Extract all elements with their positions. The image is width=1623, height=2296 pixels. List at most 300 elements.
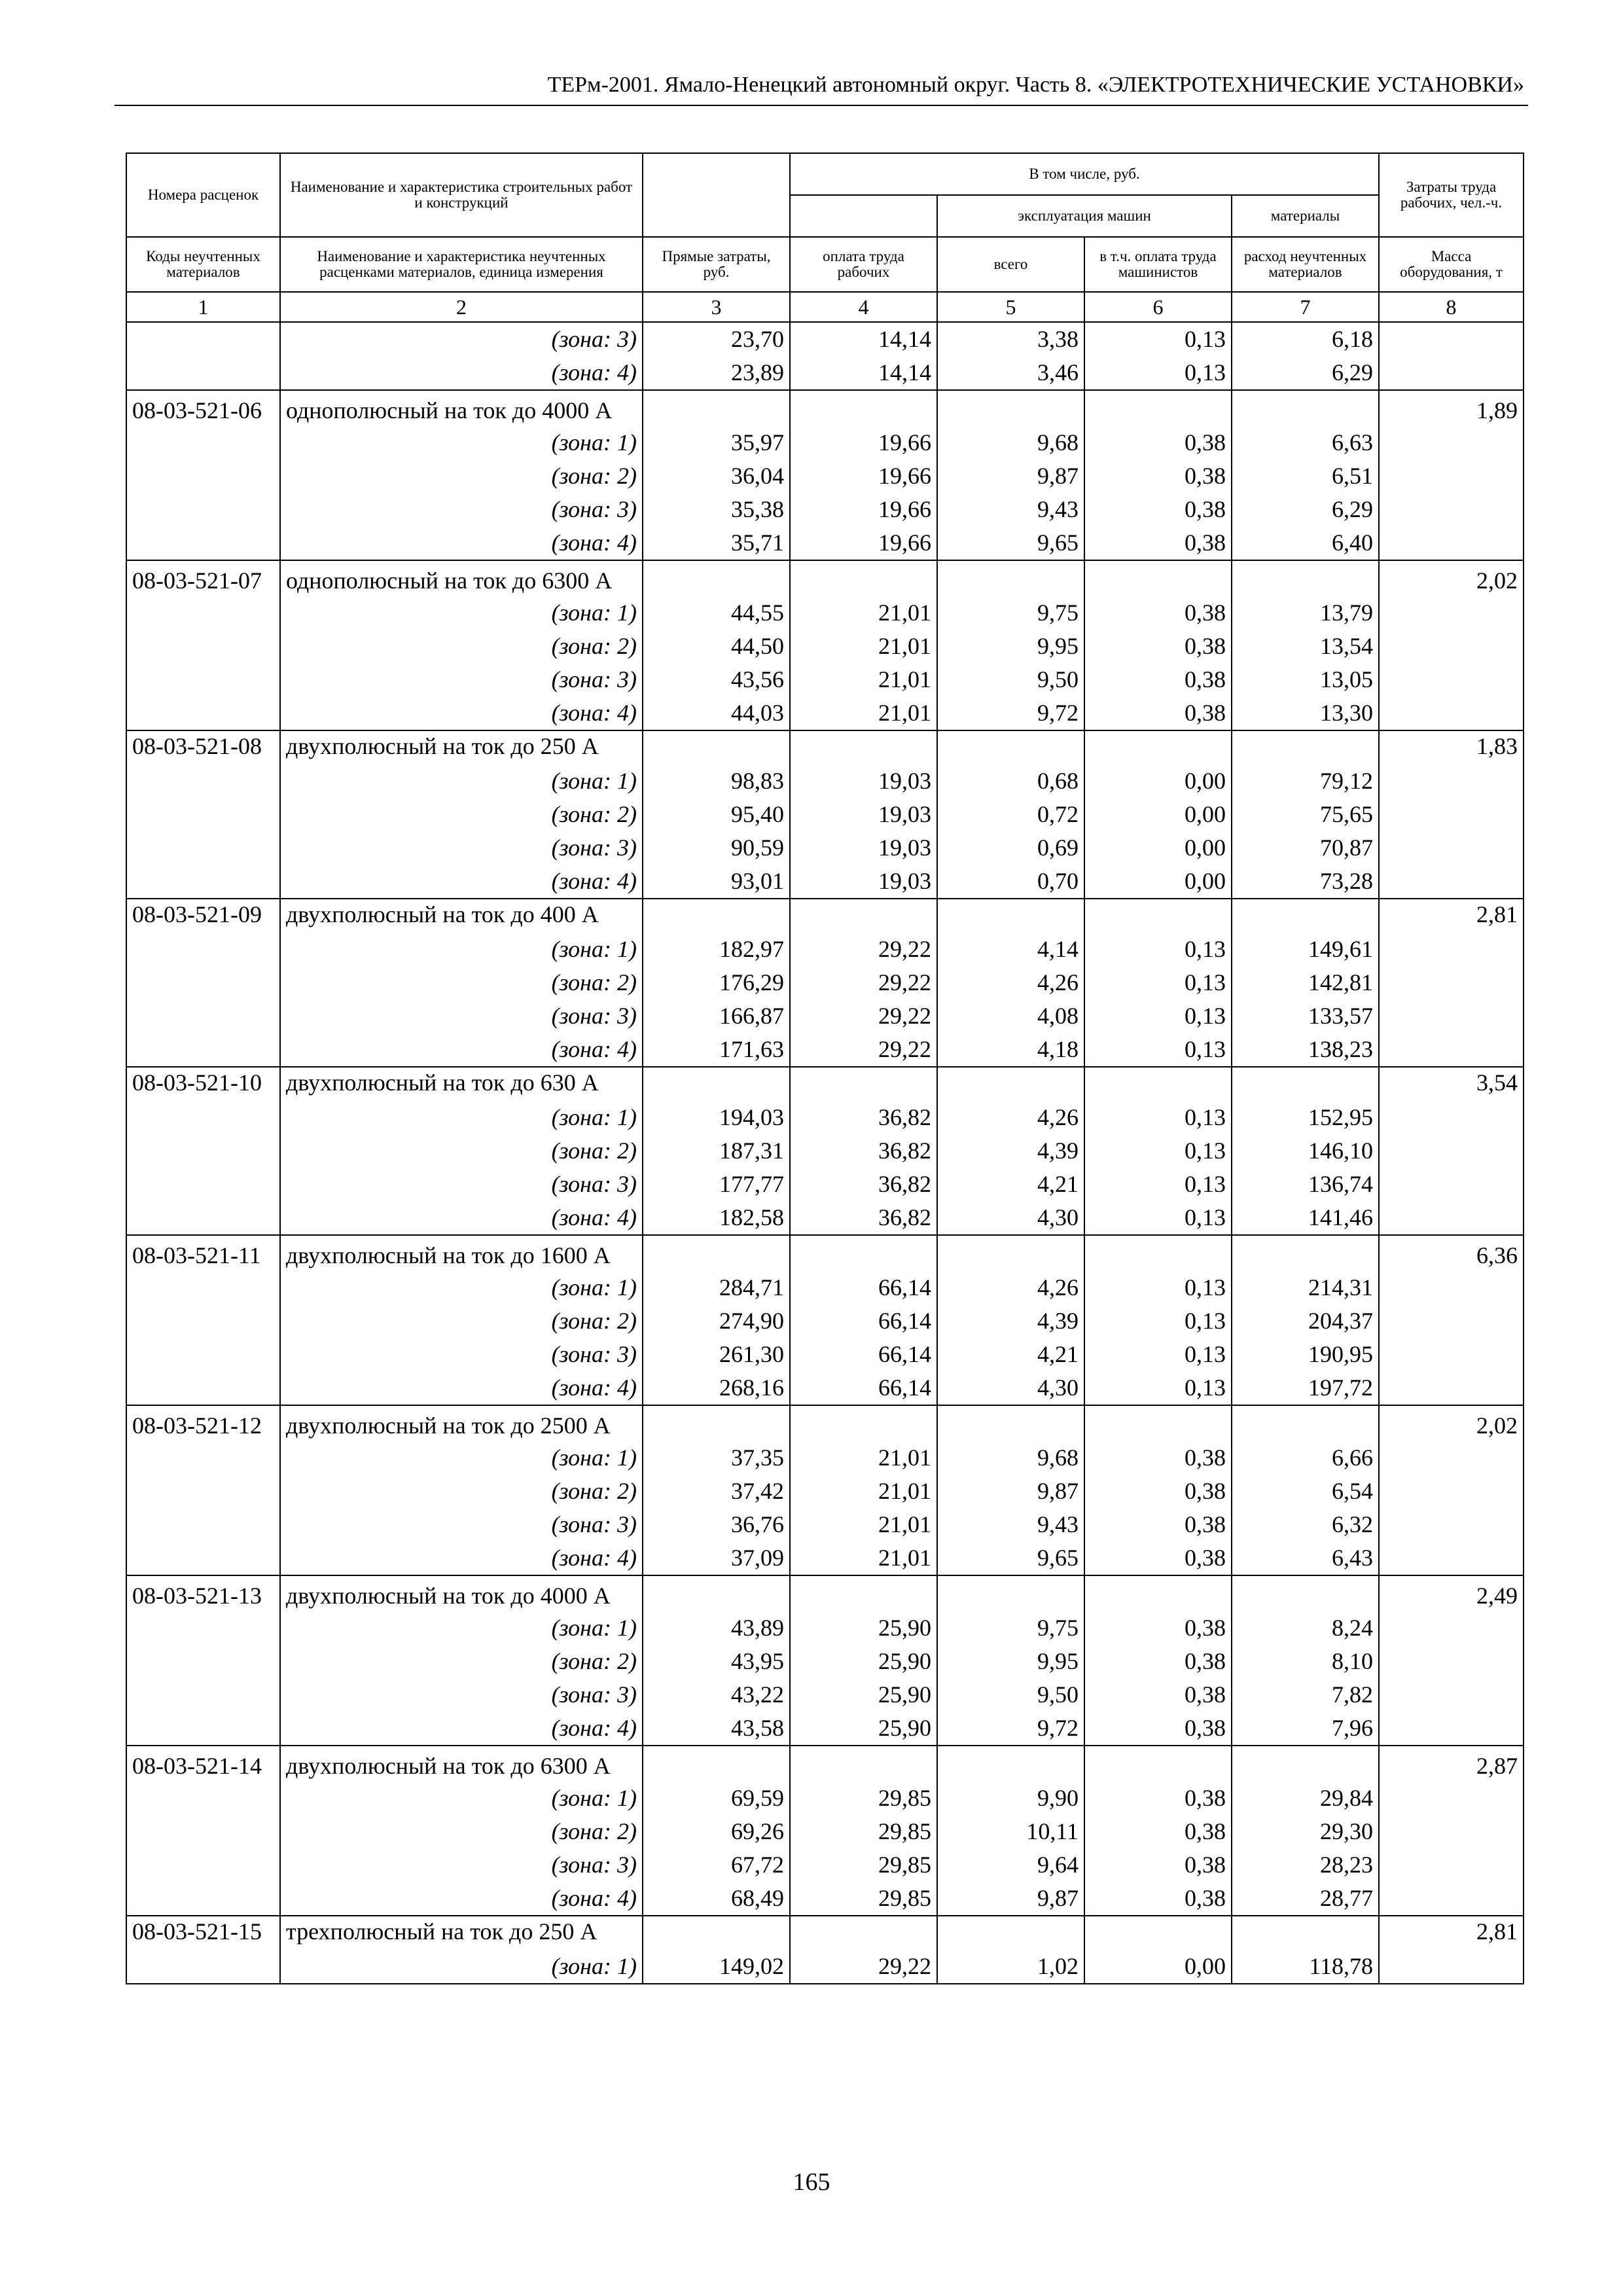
machinists-pay-value: 0,00 xyxy=(1084,831,1232,865)
machinists-pay-value: 0,13 xyxy=(1084,1338,1232,1371)
empty-cell xyxy=(937,1575,1084,1611)
mass-cell xyxy=(1379,1611,1524,1645)
rate-code-cell xyxy=(126,1611,280,1645)
workers-pay-value: 29,22 xyxy=(790,933,937,966)
machines-total-value: 4,21 xyxy=(937,1168,1084,1201)
equipment-mass-value: 2,81 xyxy=(1379,899,1524,933)
rate-code-cell xyxy=(126,798,280,831)
table-row xyxy=(126,426,1524,459)
direct-costs-value: 176,29 xyxy=(643,966,790,999)
equipment-mass-value: 1,83 xyxy=(1379,730,1524,764)
zone-label: (зона: 1) xyxy=(280,1271,643,1304)
mass-cell xyxy=(1379,696,1524,730)
workers-pay-value: 36,82 xyxy=(790,1201,937,1235)
zone-label: (зона: 1) xyxy=(280,1950,643,1984)
table-body xyxy=(126,322,1524,1984)
col-equipment-mass: Масса оборудования, т xyxy=(1379,237,1524,292)
zone-label: (зона: 1) xyxy=(280,933,643,966)
work-name: двухполюсный на ток до 630 А xyxy=(280,1067,643,1101)
col-unaccounted-materials-use: расход неучтенных материалов xyxy=(1232,237,1379,292)
empty-cell xyxy=(1084,1746,1232,1782)
direct-costs-value: 69,26 xyxy=(643,1815,790,1848)
table-row xyxy=(126,1033,1524,1067)
empty-cell xyxy=(643,560,790,596)
materials-value: 13,05 xyxy=(1232,663,1379,696)
empty-cell xyxy=(1232,899,1379,933)
materials-value: 214,31 xyxy=(1232,1271,1379,1304)
mass-cell xyxy=(1379,1271,1524,1304)
equipment-mass-value: 2,49 xyxy=(1379,1575,1524,1611)
machines-total-value: 9,68 xyxy=(937,426,1084,459)
empty-cell xyxy=(937,1405,1084,1441)
table-row xyxy=(126,1611,1524,1645)
machinists-pay-value: 0,38 xyxy=(1084,1645,1232,1678)
col-number: 3 xyxy=(643,292,790,322)
zone-label: (зона: 4) xyxy=(280,696,643,730)
direct-costs-value: 95,40 xyxy=(643,798,790,831)
machinists-pay-value: 0,38 xyxy=(1084,596,1232,630)
materials-value: 13,54 xyxy=(1232,630,1379,663)
direct-costs-value: 43,58 xyxy=(643,1712,790,1746)
empty-cell xyxy=(790,1067,937,1101)
materials-value: 133,57 xyxy=(1232,999,1379,1033)
rate-code-cell xyxy=(126,1134,280,1168)
rate-code-cell xyxy=(126,1882,280,1916)
zone-label: (зона: 3) xyxy=(280,1848,643,1882)
rate-code-cell xyxy=(126,459,280,493)
zone-label: (зона: 1) xyxy=(280,1611,643,1645)
machinists-pay-value: 0,00 xyxy=(1084,798,1232,831)
workers-pay-value: 21,01 xyxy=(790,630,937,663)
col-unaccounted-codes: Коды неучтенных материалов xyxy=(126,237,280,292)
direct-costs-value: 187,31 xyxy=(643,1134,790,1168)
table-group-header xyxy=(126,730,1524,764)
rate-code-cell xyxy=(126,1033,280,1067)
zone-label: (зона: 1) xyxy=(280,426,643,459)
rate-code: 08-03-521-10 xyxy=(126,1067,280,1101)
materials-value: 6,32 xyxy=(1232,1508,1379,1541)
rate-code-cell xyxy=(126,999,280,1033)
materials-value: 204,37 xyxy=(1232,1304,1379,1338)
rate-code-cell xyxy=(126,933,280,966)
machinists-pay-value: 0,38 xyxy=(1084,1678,1232,1712)
page-header xyxy=(115,71,1528,106)
work-name: трехполюсный на ток до 250 А xyxy=(280,1916,643,1950)
materials-value: 6,43 xyxy=(1232,1541,1379,1575)
table-row xyxy=(126,1168,1524,1201)
zone-label: (зона: 2) xyxy=(280,966,643,999)
rate-code-cell xyxy=(126,696,280,730)
machines-total-value: 9,75 xyxy=(937,596,1084,630)
mass-cell xyxy=(1379,831,1524,865)
workers-pay-value: 29,22 xyxy=(790,1950,937,1984)
empty-cell xyxy=(937,899,1084,933)
table-row xyxy=(126,459,1524,493)
empty-cell xyxy=(1232,1746,1379,1782)
mass-cell xyxy=(1379,1848,1524,1882)
machines-total-value: 4,39 xyxy=(937,1304,1084,1338)
materials-value: 138,23 xyxy=(1232,1033,1379,1067)
col-number: 1 xyxy=(126,292,280,322)
mass-cell xyxy=(1379,798,1524,831)
workers-pay-value: 19,66 xyxy=(790,426,937,459)
direct-costs-value: 98,83 xyxy=(643,764,790,798)
table-row xyxy=(126,526,1524,560)
workers-pay-value: 21,01 xyxy=(790,1508,937,1541)
mass-cell xyxy=(1379,1304,1524,1338)
machinists-pay-value: 0,13 xyxy=(1084,933,1232,966)
empty-cell xyxy=(790,1235,937,1271)
table-row xyxy=(126,1338,1524,1371)
machinists-pay-value: 0,38 xyxy=(1084,1611,1232,1645)
machines-total-value: 9,72 xyxy=(937,696,1084,730)
direct-costs-value: 43,89 xyxy=(643,1611,790,1645)
empty-cell xyxy=(937,560,1084,596)
zone-label: (зона: 3) xyxy=(280,1338,643,1371)
empty-cell xyxy=(643,1746,790,1782)
rate-code-cell xyxy=(126,764,280,798)
col-machines-total: всего xyxy=(937,237,1084,292)
empty-cell xyxy=(643,730,790,764)
direct-costs-value: 37,09 xyxy=(643,1541,790,1575)
workers-pay-value: 29,22 xyxy=(790,999,937,1033)
table-row xyxy=(126,1475,1524,1508)
direct-costs-value: 149,02 xyxy=(643,1950,790,1984)
table-group-header xyxy=(126,1405,1524,1441)
materials-value: 152,95 xyxy=(1232,1101,1379,1134)
col-work-name: Наименование и характеристика строительных работ и конструкций xyxy=(280,153,643,237)
rate-code: 08-03-521-11 xyxy=(126,1235,280,1271)
col-number: 2 xyxy=(280,292,643,322)
workers-pay-value: 29,85 xyxy=(790,1882,937,1916)
direct-costs-value: 90,59 xyxy=(643,831,790,865)
materials-value: 6,29 xyxy=(1232,493,1379,526)
work-name: двухполюсный на ток до 6300 А xyxy=(280,1746,643,1782)
mass-cell xyxy=(1379,1475,1524,1508)
workers-pay-value: 66,14 xyxy=(790,1371,937,1405)
col-number: 8 xyxy=(1379,292,1524,322)
materials-value: 6,54 xyxy=(1232,1475,1379,1508)
rate-code-cell xyxy=(126,1541,280,1575)
col-number: 5 xyxy=(937,292,1084,322)
machinists-pay-value: 0,38 xyxy=(1084,526,1232,560)
machinists-pay-value: 0,38 xyxy=(1084,696,1232,730)
empty-cell xyxy=(790,1575,937,1611)
empty-cell xyxy=(790,560,937,596)
machinists-pay-value: 0,13 xyxy=(1084,966,1232,999)
table-row xyxy=(126,1101,1524,1134)
table-group-header xyxy=(126,899,1524,933)
rate-code-cell xyxy=(126,1950,280,1984)
table-row xyxy=(126,1441,1524,1475)
table-group-header xyxy=(126,1575,1524,1611)
machines-total-value: 9,95 xyxy=(937,1645,1084,1678)
table-row xyxy=(126,1508,1524,1541)
rate-code: 08-03-521-12 xyxy=(126,1405,280,1441)
workers-pay-value: 19,03 xyxy=(790,764,937,798)
machines-total-value: 9,75 xyxy=(937,1611,1084,1645)
machinists-pay-value: 0,38 xyxy=(1084,426,1232,459)
col-including: В том числе, руб. xyxy=(790,153,1379,195)
workers-pay-value: 19,66 xyxy=(790,493,937,526)
table-row xyxy=(126,798,1524,831)
mass-cell xyxy=(1379,966,1524,999)
direct-costs-value: 261,30 xyxy=(643,1338,790,1371)
workers-pay-value: 21,01 xyxy=(790,696,937,730)
workers-pay-value: 21,01 xyxy=(790,596,937,630)
mass-cell xyxy=(1379,1712,1524,1746)
table-row xyxy=(126,999,1524,1033)
table-row xyxy=(126,966,1524,999)
empty-cell xyxy=(1232,730,1379,764)
table-row xyxy=(126,596,1524,630)
machinists-pay-value: 0,38 xyxy=(1084,1848,1232,1882)
empty-cell xyxy=(937,390,1084,426)
workers-pay-value: 19,66 xyxy=(790,526,937,560)
workers-pay-value: 21,01 xyxy=(790,1541,937,1575)
direct-costs-value: 44,50 xyxy=(643,630,790,663)
mass-cell xyxy=(1379,1815,1524,1848)
col-labor-costs: Затраты труда рабочих, чел.-ч. xyxy=(1379,153,1524,237)
col-unaccounted-names: Наименование и характеристика неучтенных расценками материалов, единица измерения xyxy=(280,237,643,292)
table-row xyxy=(126,322,1524,356)
machinists-pay-value: 0,13 xyxy=(1084,1134,1232,1168)
direct-costs-value: 166,87 xyxy=(643,999,790,1033)
machines-total-value: 4,30 xyxy=(937,1201,1084,1235)
materials-value: 75,65 xyxy=(1232,798,1379,831)
table-row xyxy=(126,1134,1524,1168)
workers-pay-value: 29,85 xyxy=(790,1815,937,1848)
machinists-pay-value: 0,13 xyxy=(1084,1201,1232,1235)
workers-pay-value: 36,82 xyxy=(790,1168,937,1201)
mass-cell xyxy=(1379,663,1524,696)
direct-costs-value: 35,97 xyxy=(643,426,790,459)
rate-code-cell xyxy=(126,630,280,663)
rate-code: 08-03-521-08 xyxy=(126,730,280,764)
table-row xyxy=(126,696,1524,730)
materials-value: 73,28 xyxy=(1232,865,1379,899)
rate-code-cell xyxy=(126,966,280,999)
zone-label: (зона: 4) xyxy=(280,865,643,899)
table-row xyxy=(126,831,1524,865)
empty-cell xyxy=(1232,1235,1379,1271)
zone-label: (зона: 3) xyxy=(280,1678,643,1712)
machinists-pay-value: 0,13 xyxy=(1084,1033,1232,1067)
workers-pay-value: 36,82 xyxy=(790,1101,937,1134)
empty-cell xyxy=(1084,1067,1232,1101)
empty-cell xyxy=(937,1916,1084,1950)
machines-total-value: 9,43 xyxy=(937,1508,1084,1541)
empty-cell xyxy=(790,390,937,426)
materials-value: 6,66 xyxy=(1232,1441,1379,1475)
machines-total-value: 4,21 xyxy=(937,1338,1084,1371)
table-row xyxy=(126,356,1524,390)
machines-total-value: 1,02 xyxy=(937,1950,1084,1984)
rate-code-cell xyxy=(126,493,280,526)
mass-cell xyxy=(1379,1541,1524,1575)
zone-label: (зона: 1) xyxy=(280,764,643,798)
work-name: двухполюсный на ток до 4000 А xyxy=(280,1575,643,1611)
materials-value: 6,51 xyxy=(1232,459,1379,493)
table-row xyxy=(126,865,1524,899)
rate-code-cell xyxy=(126,1508,280,1541)
table-row xyxy=(126,1201,1524,1235)
direct-costs-value: 43,56 xyxy=(643,663,790,696)
machines-total-value: 9,65 xyxy=(937,1541,1084,1575)
table-row xyxy=(126,1712,1524,1746)
rate-code-cell xyxy=(126,526,280,560)
machinists-pay-value: 0,38 xyxy=(1084,1508,1232,1541)
machinists-pay-value: 0,13 xyxy=(1084,999,1232,1033)
mass-cell xyxy=(1379,1201,1524,1235)
materials-value: 142,81 xyxy=(1232,966,1379,999)
rates-table xyxy=(126,152,1524,1984)
rate-code-cell xyxy=(126,1848,280,1882)
workers-pay-value: 21,01 xyxy=(790,1441,937,1475)
machines-total-value: 9,68 xyxy=(937,1441,1084,1475)
materials-value: 6,40 xyxy=(1232,526,1379,560)
table-row xyxy=(126,933,1524,966)
zone-label: (зона: 4) xyxy=(280,1712,643,1746)
table-group-header xyxy=(126,560,1524,596)
materials-value: 141,46 xyxy=(1232,1201,1379,1235)
direct-costs-value: 43,22 xyxy=(643,1678,790,1712)
zone-label: (зона: 2) xyxy=(280,1815,643,1848)
empty-cell xyxy=(1084,899,1232,933)
empty-cell xyxy=(790,730,937,764)
equipment-mass-value: 6,36 xyxy=(1379,1235,1524,1271)
materials-value: 190,95 xyxy=(1232,1338,1379,1371)
machines-total-value: 0,69 xyxy=(937,831,1084,865)
zone-label: (зона: 4) xyxy=(280,1541,643,1575)
direct-costs-value: 35,38 xyxy=(643,493,790,526)
machines-total-value: 9,90 xyxy=(937,1782,1084,1815)
workers-pay-value: 25,90 xyxy=(790,1645,937,1678)
table-row xyxy=(126,1271,1524,1304)
col-machinists-pay: в т.ч. оплата труда машинистов xyxy=(1084,237,1232,292)
materials-value: 6,18 xyxy=(1232,322,1379,356)
empty-cell xyxy=(1232,1575,1379,1611)
mass-cell xyxy=(1379,1678,1524,1712)
machines-total-value: 3,38 xyxy=(937,322,1084,356)
direct-costs-value: 37,35 xyxy=(643,1441,790,1475)
table-group-header xyxy=(126,1067,1524,1101)
materials-value: 13,30 xyxy=(1232,696,1379,730)
zone-label: (зона: 2) xyxy=(280,630,643,663)
workers-pay-value: 36,82 xyxy=(790,1134,937,1168)
empty-cell xyxy=(1232,1916,1379,1950)
col-machines: эксплуатация машин xyxy=(937,195,1232,237)
materials-value: 8,24 xyxy=(1232,1611,1379,1645)
col-direct-costs xyxy=(643,153,790,237)
zone-label: (зона: 1) xyxy=(280,1782,643,1815)
table-row xyxy=(126,764,1524,798)
mass-cell xyxy=(1379,426,1524,459)
mass-cell xyxy=(1379,1134,1524,1168)
rate-code-cell xyxy=(126,831,280,865)
machinists-pay-value: 0,38 xyxy=(1084,1882,1232,1916)
direct-costs-value: 182,58 xyxy=(643,1201,790,1235)
zone-label: (зона: 3) xyxy=(280,322,643,356)
machinists-pay-value: 0,38 xyxy=(1084,459,1232,493)
zone-label: (зона: 3) xyxy=(280,1508,643,1541)
rate-code: 08-03-521-15 xyxy=(126,1916,280,1950)
direct-costs-value: 36,04 xyxy=(643,459,790,493)
empty-cell xyxy=(790,1405,937,1441)
table-row xyxy=(126,630,1524,663)
machinists-pay-value: 0,38 xyxy=(1084,1475,1232,1508)
direct-costs-value: 37,42 xyxy=(643,1475,790,1508)
workers-pay-value: 29,22 xyxy=(790,966,937,999)
workers-pay-value: 29,85 xyxy=(790,1782,937,1815)
equipment-mass-value: 2,02 xyxy=(1379,560,1524,596)
col-materials: материалы xyxy=(1232,195,1379,237)
rate-code-cell xyxy=(126,1271,280,1304)
machines-total-value: 4,26 xyxy=(937,1271,1084,1304)
mass-cell xyxy=(1379,630,1524,663)
zone-label: (зона: 2) xyxy=(280,1304,643,1338)
workers-pay-value: 25,90 xyxy=(790,1678,937,1712)
machines-total-value: 4,08 xyxy=(937,999,1084,1033)
rate-code-cell xyxy=(126,1338,280,1371)
zone-label: (зона: 4) xyxy=(280,1033,643,1067)
workers-pay-value: 21,01 xyxy=(790,1475,937,1508)
zone-label: (зона: 4) xyxy=(280,356,643,390)
machines-total-value: 9,43 xyxy=(937,493,1084,526)
empty-cell xyxy=(937,1067,1084,1101)
mass-cell xyxy=(1379,596,1524,630)
materials-value: 28,23 xyxy=(1232,1848,1379,1882)
rate-code-cell xyxy=(126,865,280,899)
workers-pay-value: 25,90 xyxy=(790,1712,937,1746)
machinists-pay-value: 0,00 xyxy=(1084,865,1232,899)
machines-total-value: 9,65 xyxy=(937,526,1084,560)
rate-code-cell xyxy=(126,1101,280,1134)
empty-cell xyxy=(1232,1405,1379,1441)
workers-pay-value: 14,14 xyxy=(790,356,937,390)
table-row xyxy=(126,1848,1524,1882)
rate-code-cell xyxy=(126,1304,280,1338)
rate-code-cell xyxy=(126,596,280,630)
table-row xyxy=(126,663,1524,696)
zone-label: (зона: 2) xyxy=(280,798,643,831)
rate-code-cell xyxy=(126,426,280,459)
col-number: 7 xyxy=(1232,292,1379,322)
mass-cell xyxy=(1379,933,1524,966)
table-row xyxy=(126,1950,1524,1984)
empty-cell xyxy=(643,1916,790,1950)
equipment-mass-value: 2,02 xyxy=(1379,1405,1524,1441)
machinists-pay-value: 0,00 xyxy=(1084,764,1232,798)
equipment-mass-value: 3,54 xyxy=(1379,1067,1524,1101)
work-name: однополюсный на ток до 6300 А xyxy=(280,560,643,596)
rate-code-cell xyxy=(126,1645,280,1678)
direct-costs-value: 68,49 xyxy=(643,1882,790,1916)
direct-costs-value: 23,70 xyxy=(643,322,790,356)
machines-total-value: 9,87 xyxy=(937,1475,1084,1508)
workers-pay-value: 66,14 xyxy=(790,1338,937,1371)
table-row xyxy=(126,493,1524,526)
empty-cell xyxy=(1232,560,1379,596)
empty-cell xyxy=(937,1235,1084,1271)
machines-total-value: 9,87 xyxy=(937,1882,1084,1916)
machinists-pay-value: 0,00 xyxy=(1084,1950,1232,1984)
mass-cell xyxy=(1379,1338,1524,1371)
table-group-header xyxy=(126,1235,1524,1271)
rate-code-cell xyxy=(126,1815,280,1848)
machines-total-value: 0,72 xyxy=(937,798,1084,831)
empty-cell xyxy=(790,1746,937,1782)
